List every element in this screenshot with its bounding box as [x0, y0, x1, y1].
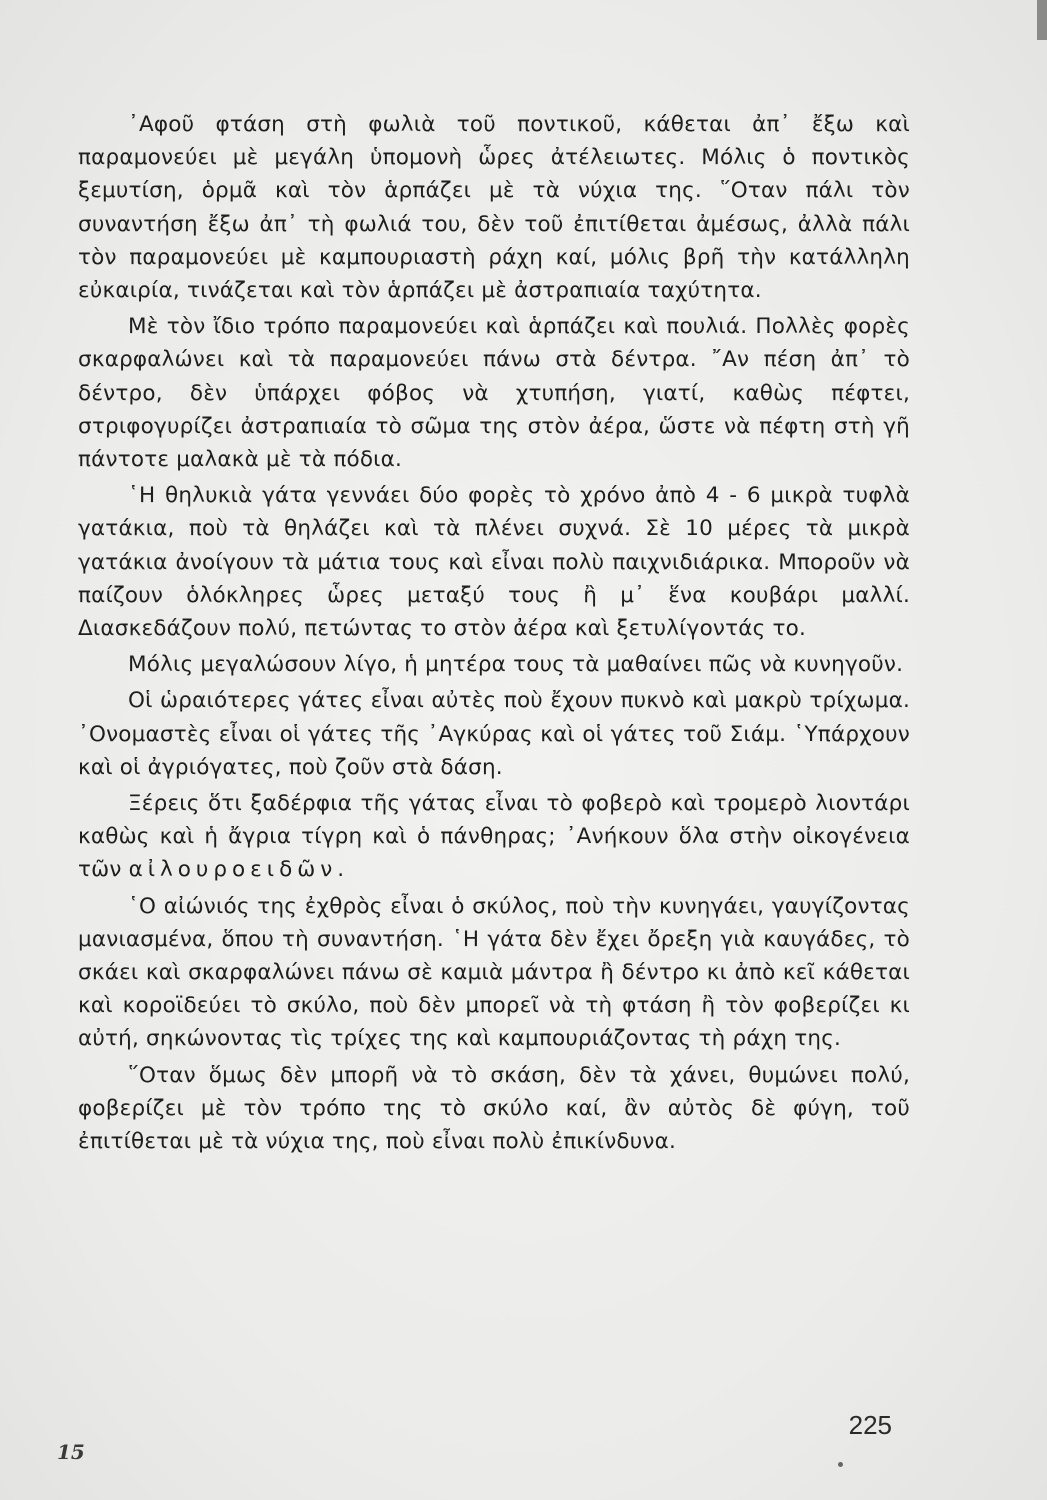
- paragraph-teaching-hunt: Μόλις μεγαλώσουν λίγο, ἡ μητέρα τους τὰ μαθαίνει πῶς νὰ κυνηγοῦν.: [128, 652, 904, 678]
- page-edge-mark: [1037, 0, 1047, 40]
- paragraph-kittens: ῾Η θηλυκιὰ γάτα γεννάει δύο φορὲς τὸ χρόνο ἀπὸ 4 - 6 μικρὰ τυφλὰ γατάκια, ποὺ τὰ θηλάζει καὶ τὰ πλένει συχνά. Σὲ 10 μέρες τὰ μικρὰ γατάκια ἀνοίγουν τὰ μάτια τους καὶ εἶναι πολὺ παιχνιδιάρικα. Μποροῦν νὰ παίζουν ὁλόκληρες ὧρες μεταξύ τους ἢ μ᾿ ἕνα κουβάρι μαλλί. Διασκεδάζουν πολύ, πετώντας το στὸν ἀέρα καὶ ξετυλίγοντάς το.: [78, 483, 910, 642]
- paragraph-felidae: [78, 787, 910, 887]
- felidae-spaced-term: αἰλουροειδῶν.: [128, 857, 350, 883]
- paragraph-cat-breeds: Οἱ ὡραιότερες γάτες εἶναι αὐτὲς ποὺ ἔχουν πυκνὸ καὶ μακρὺ τρίχωμα. ᾿Ονομαστὲς εἶναι οἱ γάτες τῆς ᾿Αγκύρας καὶ οἱ γάτες τοῦ Σιάμ. ῾Υπάρχουν καὶ οἱ ἀγριόγατες, ποὺ ζοῦν στὰ δάση.: [78, 688, 910, 780]
- signature-mark: 15: [57, 1440, 85, 1464]
- paragraph-hunting-mice: ᾿Αφοῦ φτάση στὴ φωλιὰ τοῦ ποντικοῦ, κάθεται ἀπ᾿ ἔξω καὶ παραμονεύει μὲ μεγάλη ὑπομονὴ ὧρες ἀτέλειωτες. Μόλις ὁ ποντικὸς ξεμυτίση, ὁρμᾶ καὶ τὸν ἁρπάζει μὲ τὰ νύχια της. ῞Οταν πάλι τὸν συναντήση ἔξω ἀπ᾿ τὴ φωλιά του, δὲν τοῦ ἐπιτίθεται ἀμέσως, ἀλλὰ πάλι τὸν παραμονεύει μὲ καμπουριαστὴ ράχη καί, μόλις βρῆ τὴν κατάλληλη εὐκαιρία, τινάζεται καὶ τὸν ἁρπάζει μὲ ἀστραπιαία ταχύτητα.: [78, 112, 910, 304]
- paragraph-hunting-birds: Μὲ τὸν ἴδιο τρόπο παραμονεύει καὶ ἁρπάζει καὶ πουλιά. Πολλὲς φορὲς σκαρφαλώνει καὶ τὰ παραμονεύει πάνω στὰ δέντρα. ῎Αν πέση ἀπ᾿ τὸ δέντρο, δὲν ὑπάρχει φόβος νὰ χτυπήση, γιατί, καθὼς πέφτει, στριφογυρίζει ἀστραπιαία τὸ σῶμα της στὸν ἀέρα, ὥστε νὰ πέφτη στὴ γῆ πάντοτε μαλακὰ μὲ τὰ πόδια.: [78, 314, 910, 473]
- print-speck: [838, 1462, 843, 1467]
- paragraph-defense: ῞Οταν ὅμως δὲν μπορῆ νὰ τὸ σκάση, δὲν τὰ χάνει, θυμώνει πολύ, φοβερίζει μὲ τὸν τρόπο της τὸ σκύλο καί, ἂν αὐτὸς δὲ φύγη, τοῦ ἐπιτίθεται μὲ τὰ νύχια της, ποὺ εἶναι πολὺ ἐπικίνδυνα.: [78, 1062, 910, 1155]
- page-number: 225: [848, 1410, 892, 1440]
- felidae-text: Ξέρεις ὅτι ξαδέρφια τῆς γάτας εἶναι τὸ φοβερὸ καὶ τρομερὸ λιοντάρι καθὼς καὶ ἡ ἄγρια τίγρη καὶ ὁ πάνθηρας; ᾿Ανήκουν ὅλα στὴν οἰκογένεια τῶν: [78, 791, 910, 883]
- body-text: [78, 108, 910, 1161]
- paragraph-dog-enemy: ῾Ο αἰώνιός της ἐχθρὸς εἶναι ὁ σκύλος, ποὺ τὴν κυνηγάει, γαυγίζοντας μανιασμένα, ὅπου τὴ συναντήση. ῾Η γάτα δὲν ἔχει ὄρεξη γιὰ καυγάδες, τὸ σκάει καὶ σκαρφαλώνει πάνω σὲ καμιὰ μάντρα ἢ δέντρο κι ἀπὸ κεῖ κάθεται καὶ κοροϊδεύει τὸ σκύλο, ποὺ δὲν μπορεῖ νὰ τὴ φτάση ἢ τὸν φοβερίζει κι αὐτή, σηκώνοντας τὶς τρίχες της καὶ καμπουριάζοντας τὴ ράχη της.: [78, 893, 910, 1052]
